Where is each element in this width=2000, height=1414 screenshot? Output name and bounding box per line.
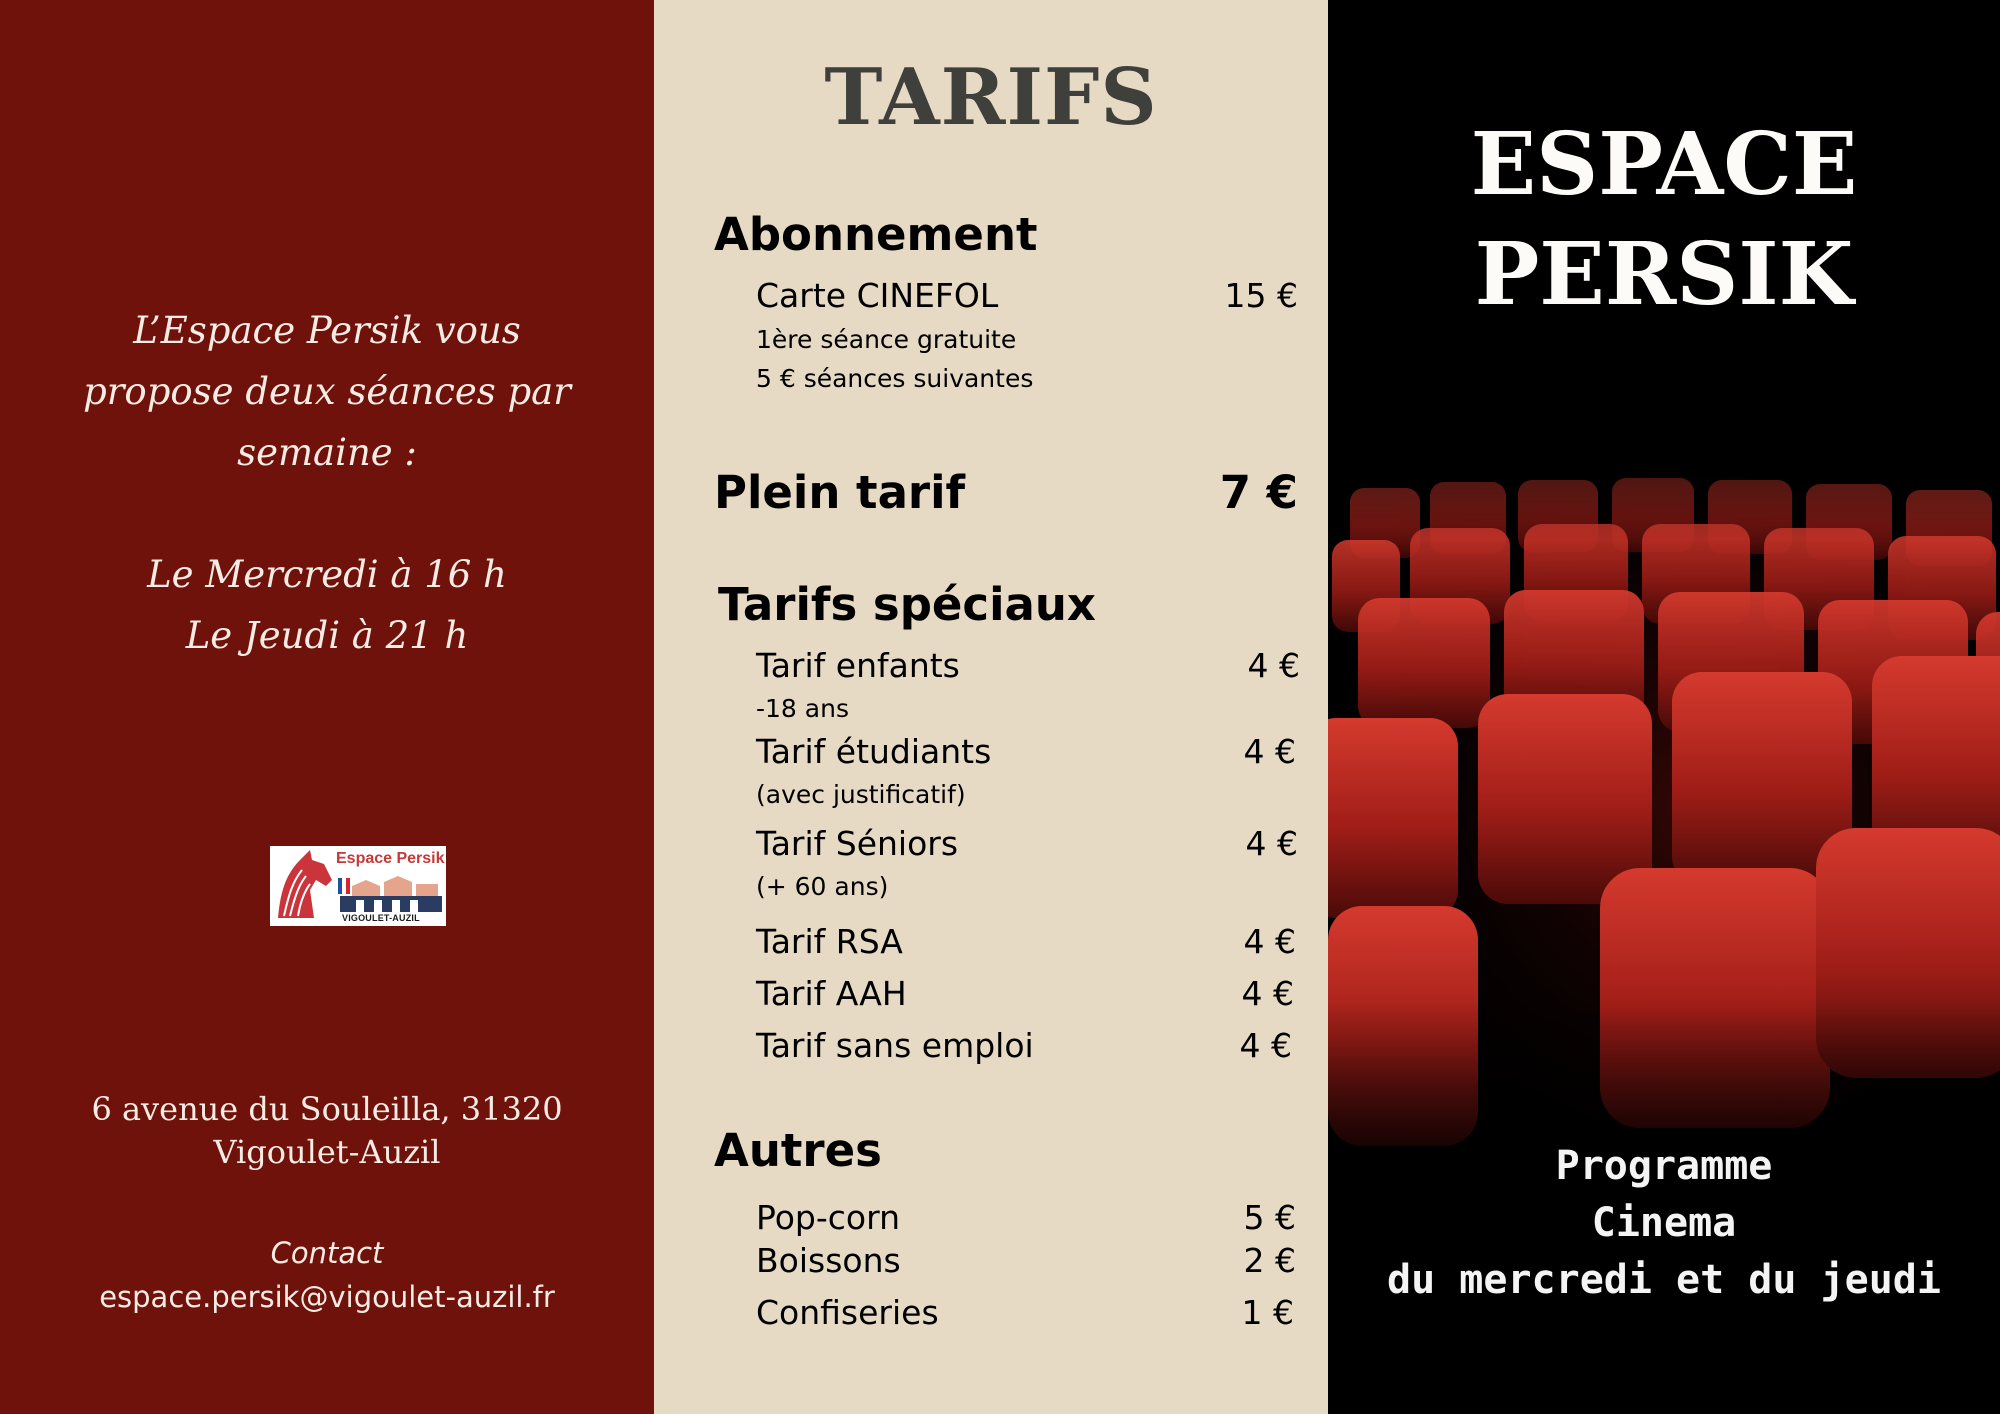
contact-email[interactable]: espace.persik@vigoulet-auzil.fr xyxy=(99,1280,555,1314)
intro-line-2: propose deux séances par xyxy=(83,370,571,413)
address xyxy=(0,1088,654,1174)
tarif-etudiants-price: 4 € xyxy=(1243,732,1296,771)
title-line-1: ESPACE xyxy=(1470,114,1858,215)
espace-persik-title xyxy=(1328,110,2000,330)
cinema-panel xyxy=(1328,0,2000,1414)
tarif-rsa-label: Tarif RSA xyxy=(756,922,903,961)
plein-tarif-label: Plein tarif xyxy=(714,466,966,519)
boissons-label: Boissons xyxy=(756,1241,901,1280)
schedule-wednesday: Le Mercredi à 16 h xyxy=(147,553,507,596)
tarif-rsa-price: 4 € xyxy=(1243,922,1296,961)
tarif-seniors-note: (+ 60 ans) xyxy=(756,872,889,901)
tarif-aah-price: 4 € xyxy=(1241,974,1294,1013)
popcorn-price: 5 € xyxy=(1243,1198,1296,1237)
tarif-sans-emploi-price: 4 € xyxy=(1239,1026,1292,1065)
pricing-panel xyxy=(654,0,1328,1414)
abonnement-heading: Abonnement xyxy=(714,208,1038,261)
tarif-enfants-price: 4 € xyxy=(1247,646,1300,685)
tarif-etudiants-label: Tarif étudiants xyxy=(756,732,992,771)
programme-text xyxy=(1328,1138,2000,1309)
logo-name: Espace Persik xyxy=(336,850,445,867)
contact-label: Contact xyxy=(270,1236,384,1270)
address-line-2: Vigoulet-Auzil xyxy=(213,1133,441,1171)
cinefol-note-2: 5 € séances suivantes xyxy=(756,364,1034,393)
tarif-enfants-label: Tarif enfants xyxy=(756,646,960,685)
cinefol-note-1: 1ère séance gratuite xyxy=(756,325,1017,354)
cinefol-label: Carte CINEFOL xyxy=(756,276,999,315)
address-line-1: 6 avenue du Souleilla, 31320 xyxy=(91,1090,563,1128)
boissons-price: 2 € xyxy=(1243,1241,1296,1280)
intro-line-1: L’Espace Persik vous xyxy=(133,309,521,352)
tarif-seniors-price: 4 € xyxy=(1245,824,1298,863)
espace-persik-logo xyxy=(270,846,446,926)
logo-sub: VIGOULET-AUZIL xyxy=(342,913,420,923)
programme-line-2: Cinema xyxy=(1591,1200,1737,1246)
info-panel xyxy=(0,0,654,1414)
intro-line-3: semaine : xyxy=(237,431,417,474)
intro-text xyxy=(0,300,654,666)
autres-heading: Autres xyxy=(714,1124,882,1177)
cinefol-price: 15 € xyxy=(1224,276,1298,315)
popcorn-label: Pop-corn xyxy=(756,1198,901,1237)
tarifs-speciaux-heading: Tarifs spéciaux xyxy=(718,578,1096,631)
tarif-sans-emploi-label: Tarif sans emploi xyxy=(756,1026,1034,1065)
tarif-aah-label: Tarif AAH xyxy=(756,974,907,1013)
tarifs-title: TARIFS xyxy=(824,52,1158,143)
title-line-2: PERSIK xyxy=(1474,224,1854,325)
schedule-thursday: Le Jeudi à 21 h xyxy=(185,614,469,657)
confiseries-label: Confiseries xyxy=(756,1293,939,1332)
programme-line-3: du mercredi et du jeudi xyxy=(1387,1257,1941,1303)
tarif-etudiants-note: (avec justificatif) xyxy=(756,780,966,809)
tarif-seniors-label: Tarif Séniors xyxy=(756,824,959,863)
confiseries-price: 1 € xyxy=(1241,1293,1294,1332)
plein-tarif-price: 7 € xyxy=(1219,466,1298,519)
programme-line-1: Programme xyxy=(1555,1143,1773,1189)
tarif-enfants-note: -18 ans xyxy=(756,694,849,723)
